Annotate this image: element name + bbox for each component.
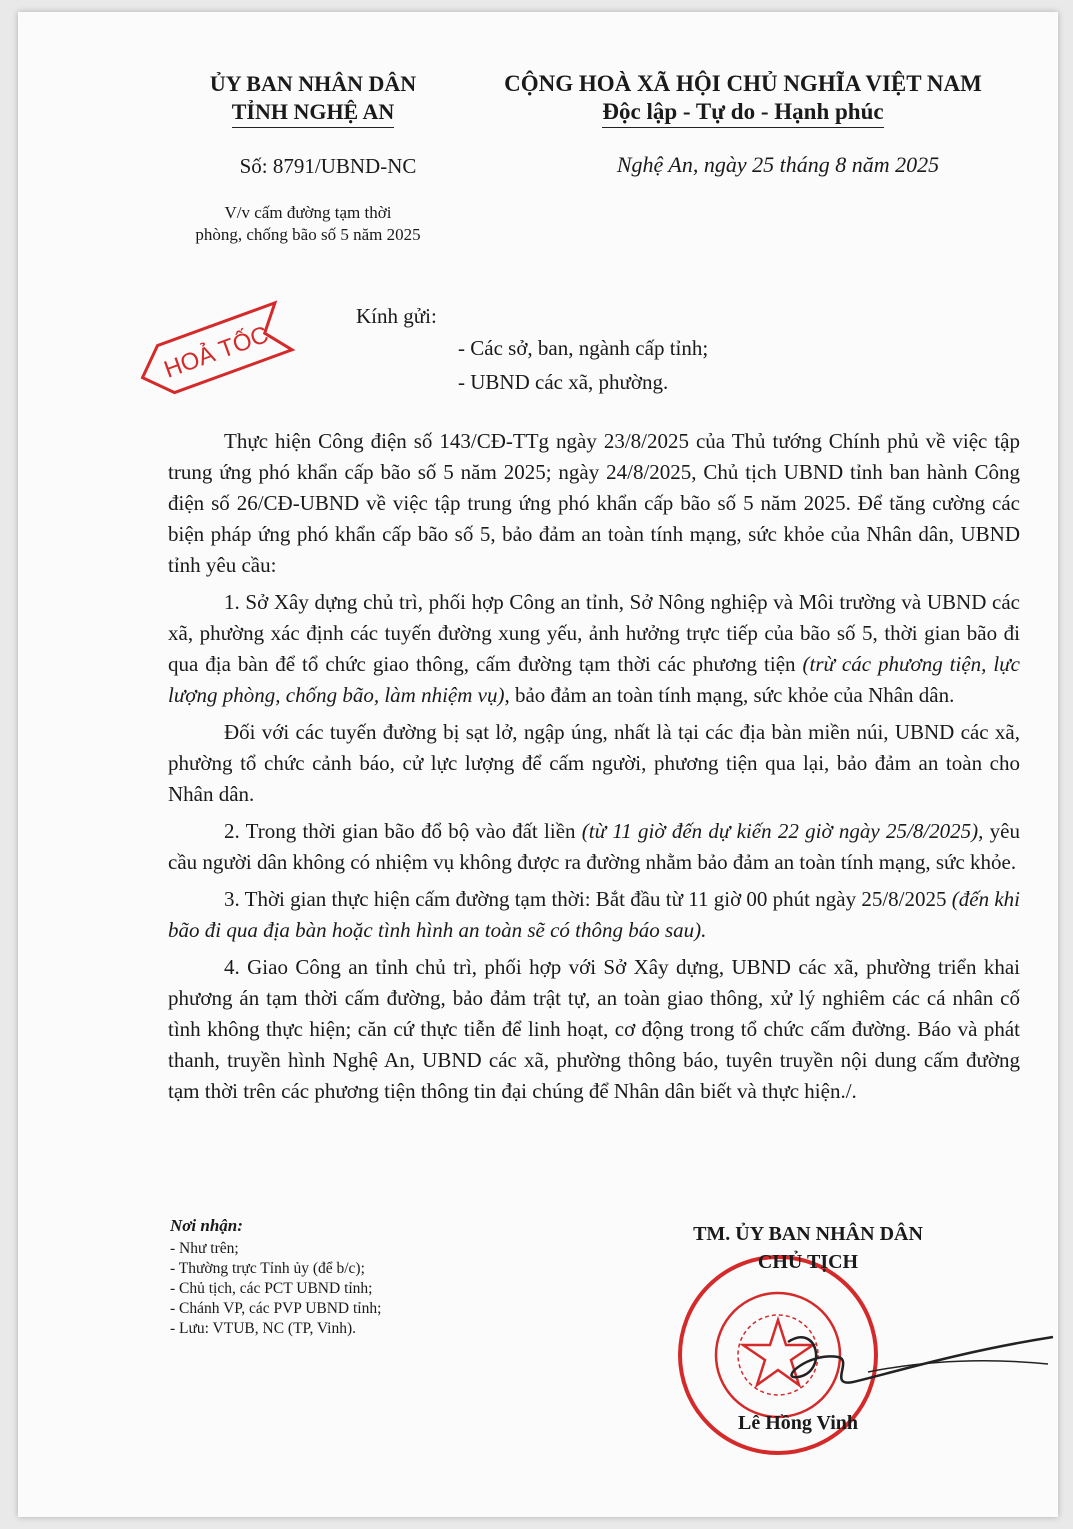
text-run: yêu cầu người dân không có nhiệm vụ không được ra đường nhằm bảo đảm an toàn tính mạng, sức khỏe. bbox=[168, 819, 1021, 874]
doc-date: Nghệ An, ngày 25 tháng 8 năm 2025 bbox=[616, 152, 940, 177]
paragraph-item-4: 4. Giao Công an tỉnh chủ trì, phối hợp với Sở Xây dựng, UBND các xã, phường triển khai phương án tạm thời cấm đường, bảo đảm trật tự, an toàn giao thông, xử lý nghiêm các cá nhân cố tình không thực hiện; căn cứ thực tiễn để linh hoạt, cơ động trong tổ chức cấm đường. Báo và phát thanh, truyền hình Nghệ An, UBND các xã, phường thông báo, tuyên truyền nội dung cấm đường tạm thời trên các phương tiện thông tin đại chúng để Nhân dân biết và thực hiện./. bbox=[168, 955, 1020, 1103]
subject-line1: V/v cấm đường tạm thời bbox=[224, 203, 392, 222]
text-run: 2. Trong thời gian bão đổ bộ vào đất liền bbox=[224, 819, 582, 843]
addressee-label: Kính gửi: bbox=[356, 304, 437, 328]
recipient-item: - Chánh VP, các PVP UBND tỉnh; bbox=[170, 1300, 382, 1317]
recipient-item: - Thường trực Tỉnh ủy (để b/c); bbox=[170, 1260, 365, 1277]
doc-subject bbox=[158, 202, 458, 246]
urgent-stamp bbox=[118, 297, 308, 407]
italic-run: (đến khi bão đi qua địa bàn hoặc tình hình an toàn sẽ có thông báo sau). bbox=[168, 887, 1020, 942]
document-body bbox=[168, 426, 1020, 1113]
recipient-item: - Chủ tịch, các PCT UBND tỉnh; bbox=[170, 1280, 373, 1297]
recipients-title: Nơi nhận: bbox=[170, 1216, 243, 1235]
text-run: 3. Thời gian thực hiện cấm đường tạm thời: Bắt đầu từ 11 giờ 00 phút ngày 25/8/2025 bbox=[224, 887, 952, 911]
paragraph-item-1 bbox=[168, 587, 1020, 711]
recipients-list bbox=[170, 1216, 470, 1339]
signature-block bbox=[658, 1220, 958, 1276]
handwritten-signature bbox=[758, 1302, 1058, 1412]
signature-line1: TM. ỦY BAN NHÂN DÂN bbox=[693, 1223, 923, 1245]
recipient-item: - Như trên; bbox=[170, 1240, 239, 1257]
text-run: 1. Sở Xây dựng chủ trì, phối hợp Công an tỉnh, Sở Nông nghiệp và Môi trường và UBND các xã, phường xác định các tuyến đường xung yếu, ảnh hưởng trực tiếp của bão số 5, thời gian bão đi qua địa bàn để tổ chức giao thông, cấm đường tạm thời các phương tiện bbox=[168, 590, 1020, 676]
recipient-item: - Lưu: VTUB, NC (TP, Vinh). bbox=[170, 1320, 357, 1337]
document-page bbox=[18, 12, 1058, 1517]
org-line2: TỈNH NGHỆ AN bbox=[232, 98, 395, 128]
paragraph-intro: Thực hiện Công điện số 143/CĐ-TTg ngày 23/8/2025 của Thủ tướng Chính phủ về việc tập trung ứng phó khẩn cấp bão số 5 năm 2025; ngày 24/8/2025, Chủ tịch UBND tỉnh ban hành Công điện số 26/CĐ-UBND về việc tập trung ứng phó khẩn cấp bão số 5 năm 2025. Để tăng cường các biện pháp ứng phó khẩn cấp bão số 5, bảo đảm an toàn tính mạng, sức khỏe của Nhân dân, UBND tỉnh yêu cầu: bbox=[168, 429, 1020, 577]
italic-run: (từ 11 giờ đến dự kiến 22 giờ ngày 25/8/2025), bbox=[581, 819, 984, 843]
org-line1: ỦY BAN NHÂN DÂN bbox=[209, 71, 417, 96]
addressee-item: - UBND các xã, phường. bbox=[458, 370, 669, 394]
issuing-org bbox=[163, 70, 463, 128]
paragraph-item-2 bbox=[168, 816, 1020, 878]
doc-number: Số: 8791/UBND-NC bbox=[239, 154, 417, 178]
nation-line1: CỘNG HOÀ XÃ HỘI CHỦ NGHĨA VIỆT NAM bbox=[504, 71, 982, 96]
nation-line2: Độc lập - Tự do - Hạnh phúc bbox=[602, 98, 883, 128]
national-motto bbox=[463, 70, 1023, 128]
signature-line2: CHỦ TỊCH bbox=[757, 1251, 859, 1273]
signer-name: Lê Hồng Vinh bbox=[738, 1412, 859, 1434]
italic-run: (trừ các phương tiện, lực lượng phòng, chống bão, làm nhiệm vụ) bbox=[168, 652, 1020, 707]
urgent-stamp-text: HOẢ TỐC bbox=[160, 321, 273, 384]
text-run: , bảo đảm an toàn tính mạng, sức khỏe của Nhân dân. bbox=[504, 683, 955, 707]
subject-line2: phòng, chống bão số 5 năm 2025 bbox=[195, 225, 421, 244]
paragraph-item-3 bbox=[168, 884, 1020, 946]
addressee-item: - Các sở, ban, ngành cấp tỉnh; bbox=[458, 336, 709, 360]
paragraph-landslide: Đối với các tuyến đường bị sạt lở, ngập úng, nhất là tại các địa bàn miền núi, UBND các xã, phường tổ chức cảnh báo, cử lực lượng để cấm người, phương tiện qua lại, bảo đảm an toàn cho Nhân dân. bbox=[168, 720, 1020, 806]
